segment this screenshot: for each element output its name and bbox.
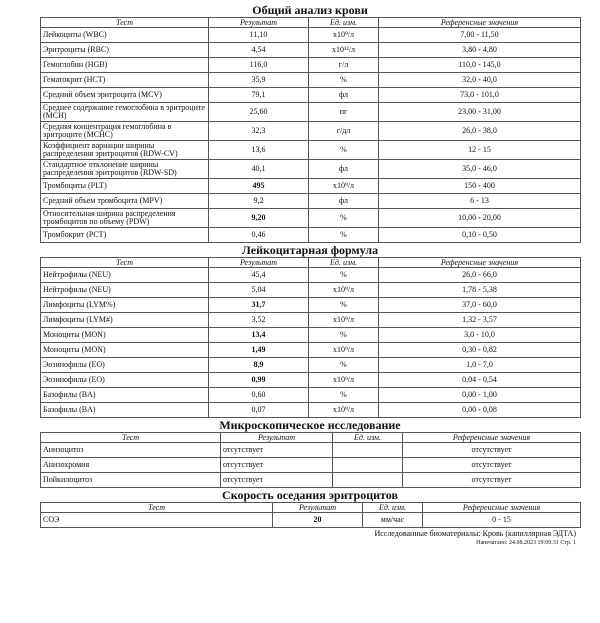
test-reference: 1,78 - 5,38 bbox=[379, 283, 581, 298]
col-test-header: Тест bbox=[41, 18, 209, 28]
test-reference: 0,00 - 1,00 bbox=[379, 388, 581, 403]
table-row bbox=[41, 122, 581, 141]
table-header-row bbox=[41, 433, 581, 443]
table-row bbox=[41, 268, 581, 283]
test-result: 1,49 bbox=[209, 343, 309, 358]
test-result: 116,0 bbox=[209, 58, 309, 73]
col-test-header: Тест bbox=[41, 503, 273, 513]
col-ref-header: Референсные значения bbox=[423, 503, 581, 513]
test-name: Гематокрит (HCT) bbox=[41, 73, 209, 88]
table-row bbox=[41, 194, 581, 209]
test-unit: % bbox=[309, 228, 379, 243]
test-name: Анизоцитоз bbox=[41, 443, 221, 458]
test-unit: г/л bbox=[309, 58, 379, 73]
test-name: Относительная ширина распределения тромбоцитов по объему (PDW) bbox=[41, 209, 209, 228]
lab-report bbox=[40, 3, 580, 548]
test-reference: 32,0 - 40,0 bbox=[379, 73, 581, 88]
table-row bbox=[41, 373, 581, 388]
table-row bbox=[41, 458, 581, 473]
test-unit: x10⁹/л bbox=[309, 179, 379, 194]
table-header-row bbox=[41, 503, 581, 513]
test-result: 79,1 bbox=[209, 88, 309, 103]
test-unit: фл bbox=[309, 160, 379, 179]
test-reference: 110,0 - 145,0 bbox=[379, 58, 581, 73]
test-name: Средний объем эритроцита (MCV) bbox=[41, 88, 209, 103]
table-row bbox=[41, 473, 581, 488]
test-name: Эозинофилы (EO) bbox=[41, 358, 209, 373]
test-reference: 0,00 - 0,08 bbox=[379, 403, 581, 418]
biomaterial-note: Исследованные биоматериалы: Кровь (капиллярная ЭДТА) bbox=[374, 529, 576, 538]
table-row bbox=[41, 343, 581, 358]
test-result: 32,3 bbox=[209, 122, 309, 141]
table-row bbox=[41, 141, 581, 160]
col-unit-header: Ед. изм. bbox=[333, 433, 403, 443]
test-unit: % bbox=[309, 73, 379, 88]
col-test-header: Тест bbox=[41, 433, 221, 443]
table-row bbox=[41, 513, 581, 528]
test-reference: 7,00 - 11,50 bbox=[379, 28, 581, 43]
section-title: Общий анализ крови bbox=[252, 3, 368, 17]
test-unit bbox=[333, 458, 403, 473]
test-result: отсутствует bbox=[221, 473, 333, 488]
table-row bbox=[41, 403, 581, 418]
test-result: 11,10 bbox=[209, 28, 309, 43]
test-unit: % bbox=[309, 328, 379, 343]
col-ref-header: Референсные значения bbox=[403, 433, 581, 443]
section-leukocyte-formula bbox=[40, 243, 580, 418]
test-reference: 26,0 - 66,0 bbox=[379, 268, 581, 283]
table-row bbox=[41, 313, 581, 328]
test-unit: % bbox=[309, 358, 379, 373]
test-reference: 6 - 13 bbox=[379, 194, 581, 209]
test-reference: отсутствует bbox=[403, 443, 581, 458]
test-reference: 73,0 - 101,0 bbox=[379, 88, 581, 103]
test-unit: % bbox=[309, 268, 379, 283]
test-reference: 23,00 - 31,00 bbox=[379, 103, 581, 122]
test-name: Лимфоциты (LYM#) bbox=[41, 313, 209, 328]
test-result: 0,07 bbox=[209, 403, 309, 418]
table-row bbox=[41, 43, 581, 58]
table-row bbox=[41, 73, 581, 88]
test-unit: % bbox=[309, 141, 379, 160]
col-result-header: Результат bbox=[273, 503, 363, 513]
test-reference: 35,0 - 46,0 bbox=[379, 160, 581, 179]
table-row bbox=[41, 298, 581, 313]
test-result: 9,2 bbox=[209, 194, 309, 209]
results-table bbox=[40, 502, 581, 528]
test-name: Тромбокрит (PCT) bbox=[41, 228, 209, 243]
col-result-header: Результат bbox=[209, 18, 309, 28]
test-result: 0,99 bbox=[209, 373, 309, 388]
test-reference: 10,00 - 20,00 bbox=[379, 209, 581, 228]
table-row bbox=[41, 328, 581, 343]
test-name: Коэффициент вариации ширины распределения эритроцитов (RDW-CV) bbox=[41, 141, 209, 160]
test-unit: мм/час bbox=[363, 513, 423, 528]
col-unit-header: Ед. изм. bbox=[363, 503, 423, 513]
test-name: Эозинофилы (EO) bbox=[41, 373, 209, 388]
test-name: Пойкилоцитоз bbox=[41, 473, 221, 488]
test-reference: 0 - 15 bbox=[423, 513, 581, 528]
test-reference: 0,04 - 0,54 bbox=[379, 373, 581, 388]
test-result: отсутствует bbox=[221, 458, 333, 473]
col-unit-header: Ед. изм. bbox=[309, 258, 379, 268]
test-result: 0,60 bbox=[209, 388, 309, 403]
test-unit bbox=[333, 473, 403, 488]
test-unit: % bbox=[309, 209, 379, 228]
section-cbc bbox=[40, 3, 580, 243]
test-result: отсутствует bbox=[221, 443, 333, 458]
test-reference: отсутствует bbox=[403, 458, 581, 473]
test-name: Средний объем тромбоцита (MPV) bbox=[41, 194, 209, 209]
test-unit: пг bbox=[309, 103, 379, 122]
test-name: Средняя концентрация гемоглобина в эритроците (MCHC) bbox=[41, 122, 209, 141]
table-row bbox=[41, 388, 581, 403]
table-row bbox=[41, 160, 581, 179]
test-reference: 3,80 - 4,80 bbox=[379, 43, 581, 58]
test-unit: г/дл bbox=[309, 122, 379, 141]
table-row bbox=[41, 209, 581, 228]
test-result: 45,4 bbox=[209, 268, 309, 283]
test-result: 35,9 bbox=[209, 73, 309, 88]
test-result: 9,20 bbox=[209, 209, 309, 228]
results-table bbox=[40, 257, 581, 418]
table-row bbox=[41, 28, 581, 43]
test-unit: % bbox=[309, 388, 379, 403]
test-reference: 37,0 - 60,0 bbox=[379, 298, 581, 313]
section-title: Микроскопическое исследование bbox=[219, 418, 401, 432]
table-row bbox=[41, 58, 581, 73]
test-name: Лимфоциты (LYM%) bbox=[41, 298, 209, 313]
test-unit: x10⁹/л bbox=[309, 373, 379, 388]
test-unit bbox=[333, 443, 403, 458]
test-result: 31,7 bbox=[209, 298, 309, 313]
results-table bbox=[40, 17, 581, 243]
test-reference: 1,0 - 7,0 bbox=[379, 358, 581, 373]
test-name: Эритроциты (RBC) bbox=[41, 43, 209, 58]
table-row bbox=[41, 443, 581, 458]
test-reference: 26,0 - 38,0 bbox=[379, 122, 581, 141]
test-result: 495 bbox=[209, 179, 309, 194]
test-name: Моноциты (MON) bbox=[41, 343, 209, 358]
results-table bbox=[40, 432, 581, 488]
test-name: Базофилы (BA) bbox=[41, 403, 209, 418]
test-unit: x10⁹/л bbox=[309, 343, 379, 358]
test-result: 40,1 bbox=[209, 160, 309, 179]
test-name: Лейкоциты (WBC) bbox=[41, 28, 209, 43]
test-name: Нейтрофилы (NEU) bbox=[41, 268, 209, 283]
test-name: Базофилы (BA) bbox=[41, 388, 209, 403]
col-result-header: Результат bbox=[209, 258, 309, 268]
test-unit: x10⁹/л bbox=[309, 283, 379, 298]
test-result: 25,60 bbox=[209, 103, 309, 122]
test-result: 0,46 bbox=[209, 228, 309, 243]
test-result: 13,4 bbox=[209, 328, 309, 343]
section-title: Скорость оседания эритроцитов bbox=[222, 488, 398, 502]
test-unit: % bbox=[309, 298, 379, 313]
test-unit: x10⁹/л bbox=[309, 403, 379, 418]
test-reference: 12 - 15 bbox=[379, 141, 581, 160]
test-reference: 0,30 - 0,82 bbox=[379, 343, 581, 358]
printed-timestamp: Напечатано: 24.08.2023 19:09:31 Стр. 1 bbox=[476, 540, 576, 546]
col-result-header: Результат bbox=[221, 433, 333, 443]
section-title: Лейкоцитарная формула bbox=[241, 243, 379, 257]
test-unit: фл bbox=[309, 194, 379, 209]
test-unit: фл bbox=[309, 88, 379, 103]
col-test-header: Тест bbox=[41, 258, 209, 268]
test-name: Тромбоциты (PLT) bbox=[41, 179, 209, 194]
table-row bbox=[41, 358, 581, 373]
col-ref-header: Референсные значения bbox=[379, 258, 581, 268]
test-reference: 3,0 - 10,0 bbox=[379, 328, 581, 343]
test-reference: отсутствует bbox=[403, 473, 581, 488]
test-name: Моноциты (MON) bbox=[41, 328, 209, 343]
test-reference: 150 - 400 bbox=[379, 179, 581, 194]
table-row bbox=[41, 103, 581, 122]
test-name: Анизохромия bbox=[41, 458, 221, 473]
test-result: 8,9 bbox=[209, 358, 309, 373]
test-unit: x10¹²/л bbox=[309, 43, 379, 58]
test-name: Нейтрофилы (NEU) bbox=[41, 283, 209, 298]
table-row bbox=[41, 179, 581, 194]
test-result: 3,52 bbox=[209, 313, 309, 328]
table-row bbox=[41, 228, 581, 243]
col-unit-header: Ед. изм. bbox=[309, 18, 379, 28]
test-result: 20 bbox=[273, 513, 363, 528]
test-result: 13,6 bbox=[209, 141, 309, 160]
table-row bbox=[41, 88, 581, 103]
test-reference: 0,10 - 0,50 bbox=[379, 228, 581, 243]
section-esr bbox=[40, 488, 580, 528]
test-name: СОЭ bbox=[41, 513, 273, 528]
test-result: 4,54 bbox=[209, 43, 309, 58]
test-name: Среднее содержание гемоглобина в эритроците (MCH) bbox=[41, 103, 209, 122]
test-reference: 1,32 - 3,57 bbox=[379, 313, 581, 328]
section-microscopy bbox=[40, 418, 580, 488]
table-header-row bbox=[41, 258, 581, 268]
table-row bbox=[41, 283, 581, 298]
table-header-row bbox=[41, 18, 581, 28]
test-unit: x10⁹/л bbox=[309, 313, 379, 328]
test-result: 5,04 bbox=[209, 283, 309, 298]
test-name: Гемоглобин (HGB) bbox=[41, 58, 209, 73]
test-name: Стандартное отклонение ширины распределения эритроцитов (RDW-SD) bbox=[41, 160, 209, 179]
col-ref-header: Референсные значения bbox=[379, 18, 581, 28]
test-unit: x10⁹/л bbox=[309, 28, 379, 43]
